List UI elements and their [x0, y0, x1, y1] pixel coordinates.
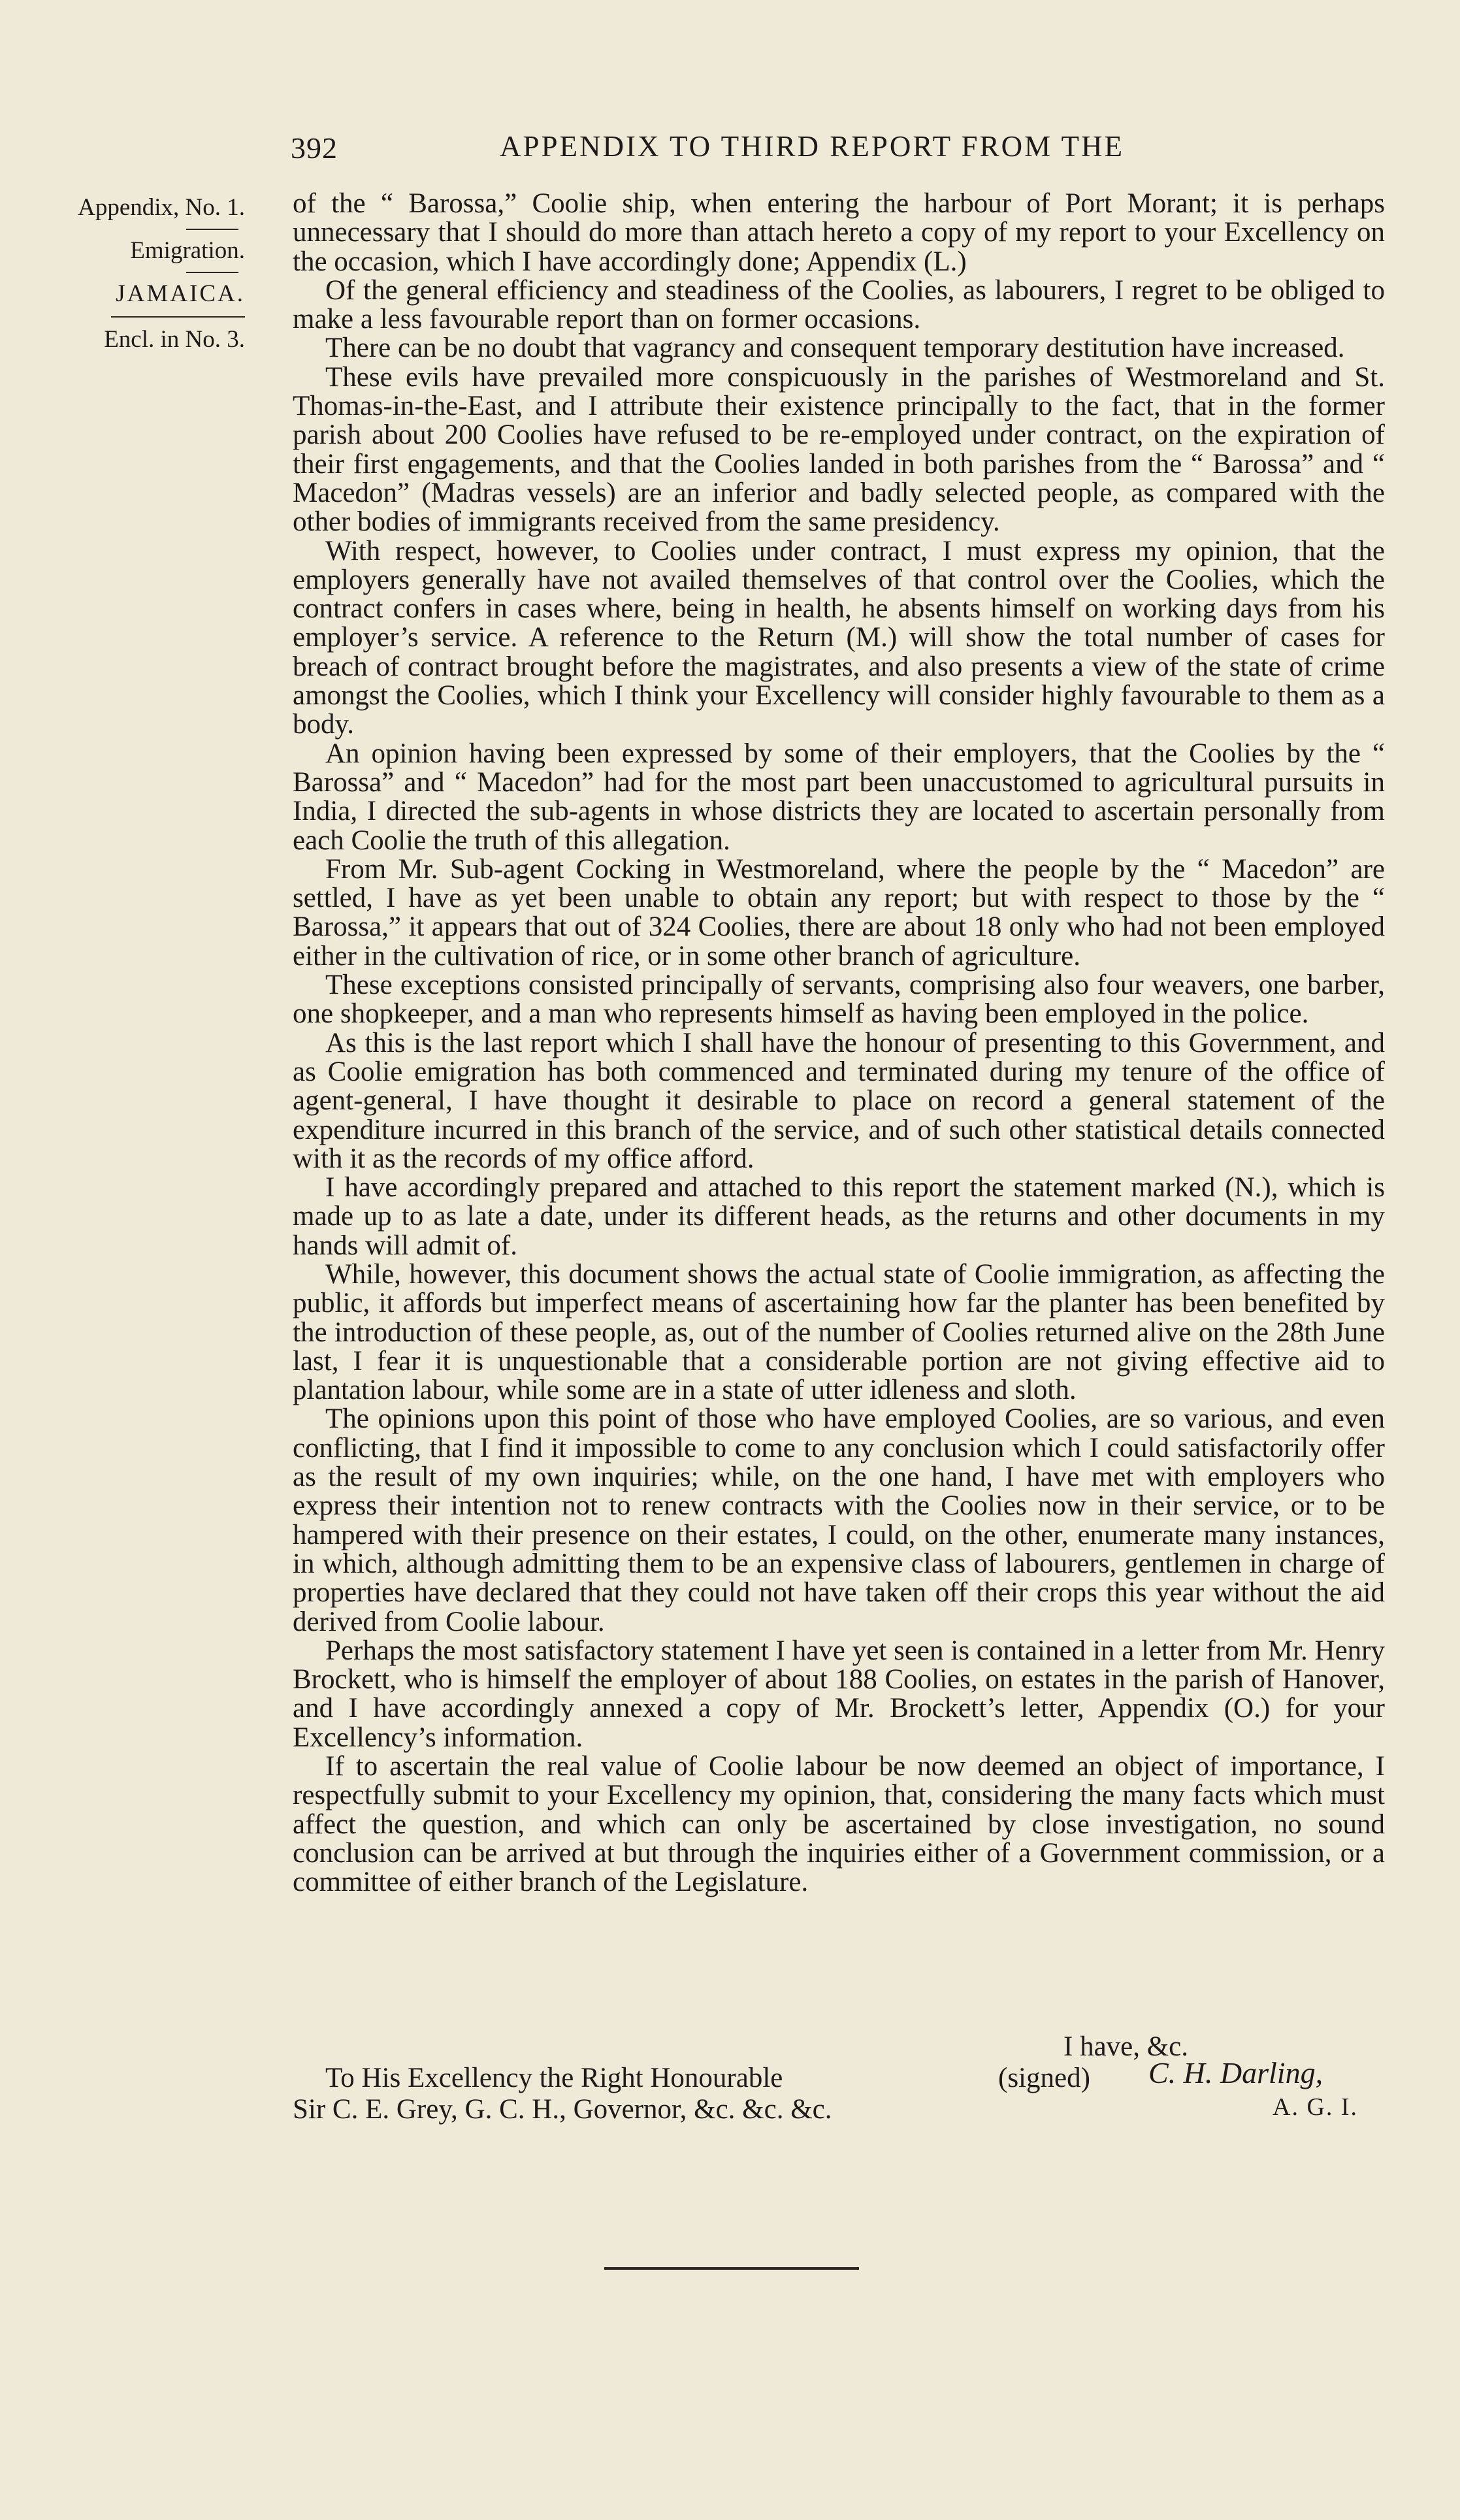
paragraph: of the “ Barossa,” Coolie ship, when entering the harbour of Port Morant; it is perhaps unnecessary that I should do more than attach hereto a copy of my report to your Excellency on the occasion, which I have accordingly done; Appendix (L.) [293, 188, 1385, 277]
paragraph: With respect, however, to Coolies under contract, I must express my opinion, that the employers generally have not availed themselves of that control over the Coolies, which the contract confers in cases where, being in health, he absents himself on working days from his employer’s service. A reference to the Return (M.) will show the total number of cases for breach of contract brought before the magistrates, and also presents a view of the state of crime amongst the Coolies, which I think your Excellency will consider highly favourable to them as a body. [293, 535, 1385, 740]
margin-section: Emigration. [130, 237, 245, 264]
paragraph: I have accordingly prepared and attached to this report the statement marked (N.), which is made up to as late a date, under its different heads, as the returns and other documents in my hands will admit of. [293, 1172, 1385, 1261]
closing-salutation: I have, &c. [1063, 2031, 1189, 2062]
letter-closing [293, 2031, 1390, 2129]
paragraph: There can be no doubt that vagrancy and consequent temporary destitution have increased. [325, 333, 1345, 364]
address-line: Sir C. E. Grey, G. C. H., Governor, &c. &c. &c. [293, 2094, 832, 2125]
margin-divider [186, 229, 238, 230]
paragraph: These exceptions consisted principally of servants, comprising also four weavers, one barber, one shopkeeper, and a man who represents himself as having been employed in the police. [293, 970, 1385, 1030]
address-line: To His Excellency the Right Honourable [325, 2063, 783, 2093]
signed-label: (signed) [998, 2063, 1090, 2093]
margin-notes [62, 193, 245, 354]
paragraph: An opinion having been expressed by some of their employers, that the Coolies by the “ Barossa” and “ Macedon” had for the most part been unaccustomed to agricultural pursuits in India, I directed the sub-agents in whose districts they are located to ascertain personally from each Coolie the truth of this allegation. [293, 738, 1385, 856]
page-number: 392 [291, 131, 338, 165]
paragraph: Of the general efficiency and steadiness of the Coolies, as labourers, I regret to be obliged to make a less favourable report than on former occasions. [293, 274, 1385, 335]
paragraph: From Mr. Sub-agent Cocking in Westmoreland, where the people by the “ Macedon” are settled, I have as yet been unable to obtain any report; but with respect to those by the “ Barossa,” it appears that out of 324 Coolies, there are about 18 only who had not been employed either in the cultivation of rice, or in some other branch of agriculture. [293, 853, 1385, 972]
paragraph: Perhaps the most satisfactory statement I have yet seen is contained in a letter from Mr. Henry Brockett, who is himself the employer of about 188 Coolies, on estates in the parish of Hanover, and I have accordingly annexed a copy of Mr. Brockett’s letter, Appendix (O.) for your Excellency’s information. [293, 1635, 1385, 1753]
margin-enclosure: Encl. in No. 3. [104, 326, 245, 353]
paragraph: These evils have prevailed more conspicuously in the parishes of Westmoreland and St. Thomas-in-the-East, and I attribute their existence principally to the fact, that in the former parish about 200 Coolies have refused to be re-employed under contract, on the expiration of their first engagements, and that the Coolies landed in both parishes from the “ Barossa” and “ Macedon” (Madras vessels) are an inferior and badly selected people, as compared with the other bodies of immigrants received from the same presidency. [293, 361, 1385, 538]
body-text [293, 189, 1385, 1897]
end-rule [604, 2267, 859, 2270]
margin-appendix: Appendix, No. 1. [78, 194, 245, 221]
paragraph: While, however, this document shows the actual state of Coolie immigration, as affecting the public, it affords but imperfect means of ascertaining how far the planter has been benefited by the introduction of these people, as, out of the number of Coolies returned alive on the 28th June last, I fear it is unquestionable that a considerable portion are not giving effective aid to plantation labour, while some are in a state of utter idleness and sloth. [293, 1258, 1385, 1406]
signature: C. H. Darling, [1148, 2056, 1323, 2089]
margin-divider [111, 316, 245, 318]
margin-place: JAMAICA. [116, 280, 245, 307]
paragraph: The opinions upon this point of those who have employed Coolies, are so various, and even conflicting, that I find it impossible to come to any conclusion which I could satisfactorily offer as the result of my own inquiries; while, on the one hand, I have met with employers who express their intention not to renew contracts with the Coolies now in their service, or to be hampered with their presence on their estates, I could, on the other, enumerate many instances, in which, although admitting them to be an expensive class of labourers, gentlemen in charge of properties have declared that they could not have taken off their crops this year without the aid derived from Coolie labour. [293, 1403, 1385, 1637]
margin-divider [186, 272, 238, 273]
running-head: APPENDIX TO THIRD REPORT FROM THE [500, 130, 1125, 163]
signature-post: A. G. I. [1273, 2093, 1359, 2121]
paragraph: If to ascertain the real value of Coolie labour be now deemed an object of importance, I respectfully submit to your Excellency my opinion, that, considering the many facts which must affect the question, and which can only be ascertained by close investigation, no sound conclusion can be arrived at but through the inquiries either of a Government commission, or a committee of either branch of the Legislature. [293, 1751, 1385, 1898]
paragraph: As this is the last report which I shall have the honour of presenting to this Government, and as Coolie emigration has both commenced and terminated during my tenure of the office of agent-general, I have thought it desirable to place on record a general statement of the expenditure incurred in this branch of the service, and of such other statistical details connected with it as the records of my office afford. [293, 1027, 1385, 1174]
